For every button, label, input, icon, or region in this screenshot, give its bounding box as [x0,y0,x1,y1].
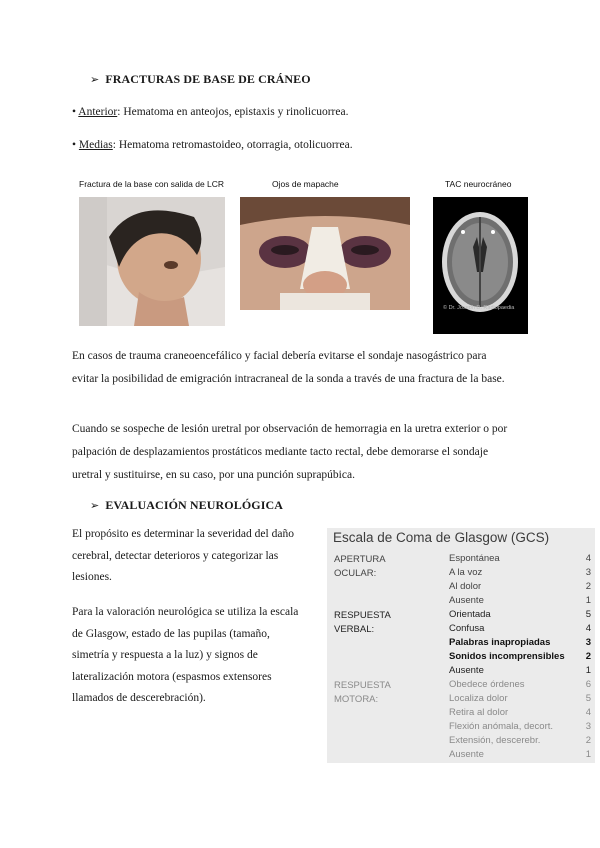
gcs-row [449,693,593,704]
ct-watermark: © Dr. Joseph D. Radiopaedia [443,305,515,311]
gcs-row [449,609,593,620]
gcs-row-label: Sonidos incomprensibles [449,651,565,662]
gcs-title: Escala de Coma de Glasgow (GCS) [333,530,550,545]
gcs-row-score: 5 [585,693,591,704]
gcs-row [449,553,593,564]
gcs-row-score: 4 [585,553,591,564]
bullet-medias [72,139,353,151]
gcs-row [449,735,593,746]
bullet-label: Medias [78,139,113,151]
bullet-text: : Hematoma retromastoideo, otorragia, otolicuorrea. [112,139,353,151]
category-line: OCULAR: [334,568,377,579]
gcs-row-label: Ausente [449,595,484,606]
gcs-category-verbal [334,609,391,637]
gcs-row-label: A la voz [449,567,483,578]
gcs-category-ocular [334,553,386,581]
category-line: APERTURA [334,554,386,565]
gcs-row-label: Palabras inapropiadas [449,637,551,648]
gcs-row-label: Orientada [449,609,491,620]
gcs-row-score: 2 [585,581,591,592]
gcs-row-label: Extensión, descerebr. [449,735,541,746]
gcs-row-score: 2 [585,651,591,662]
gcs-row-label: Retira al dolor [449,707,509,718]
section-title: FRACTURAS DE BASE DE CRÁNEO [105,72,311,86]
category-line: RESPUESTA [334,680,391,691]
gcs-row-label: Al dolor [449,581,482,592]
gcs-row-label: Obedece órdenes [449,679,525,690]
gcs-row-label: Localiza dolor [449,693,508,704]
gcs-row-score: 2 [585,735,591,746]
gcs-row-score: 6 [585,679,591,690]
bullet-anterior [72,106,348,118]
paragraph-valoracion: Para la valoración neurológica se utiliza la escala de Glasgow, estado de las pupilas (tamaño, simetría y respuesta a la luz) y signos de lateralización motora (espasmos extensores llamados de descerebración). [72,606,299,704]
paragraph-sondaje-nasogastrico: En casos de trauma craneoencefálico y facial debería evitarse el sondaje nasogástrico para evitar la posibilidad de emigración intracraneal de la sonda a través de una fractura de la base. [72,350,505,385]
gcs-row [449,581,593,592]
gcs-row [449,637,593,648]
gcs-row-score: 5 [585,609,591,620]
photo-ct-scan [433,197,528,334]
gcs-row-score: 1 [585,595,591,606]
category-line: RESPUESTA [334,610,391,621]
gcs-row [449,679,593,690]
gcs-row-score: 3 [585,567,591,578]
gcs-row-label: Ausente [449,749,484,760]
gcs-row-label: Ausente [449,665,484,676]
gcs-row [449,707,593,718]
paragraph-lesion-uretral: Cuando se sospeche de lesión uretral por observación de hemorragia en la uretra exterior o por palpación de desplazamientos prostáticos mediante tacto rectal, debe demorarse el sondaje uretral y sustituirse, en su caso, por una punción suprapúbica. [72,423,508,481]
figure-caption-3: TAC neurocráneo [445,179,512,189]
gcs-row-label: Confusa [449,623,485,634]
gcs-row [449,721,593,732]
photo-lcr-fracture [79,197,225,326]
gcs-row-score: 1 [585,665,591,676]
arrow-bullet-icon: ➢ [90,499,100,512]
bullet-label: Anterior [78,106,118,118]
arrow-bullet-icon: ➢ [90,73,100,86]
gcs-row [449,651,593,662]
figure-caption-1: Fractura de la base con salida de LCR [79,179,225,189]
photo-raccoon-eyes [240,197,410,310]
gcs-row-score: 3 [585,721,591,732]
section-heading-evaluacion [90,498,283,513]
category-line: MOTORA: [334,694,379,705]
gcs-row-label: Flexión anómala, decort. [449,721,554,732]
gcs-category-motora [334,679,391,707]
paragraph-proposito: El propósito es determinar la severidad del daño cerebral, detectar deterioros y categorizar las lesiones. [72,528,294,583]
bullet-marker: • [72,139,77,151]
gcs-row [449,665,593,676]
gcs-table [327,528,595,763]
gcs-row-score: 3 [585,637,591,648]
section-title: EVALUACIÓN NEUROLÓGICA [105,498,283,512]
gcs-row [449,749,593,760]
gcs-row [449,567,593,578]
gcs-row-score: 4 [585,707,591,718]
gcs-row-label: Espontánea [449,553,500,564]
figure-caption-2: Ojos de mapache [272,179,339,189]
gcs-row [449,595,593,606]
category-line: VERBAL: [334,624,375,635]
section-heading-fracturas [90,72,311,87]
gcs-row [449,623,593,634]
bullet-text: : Hematoma en anteojos, epistaxis y rinolicuorrea. [117,106,349,118]
gcs-row-score: 4 [585,623,591,634]
bullet-marker: • [72,106,77,118]
gcs-row-score: 1 [585,749,591,760]
